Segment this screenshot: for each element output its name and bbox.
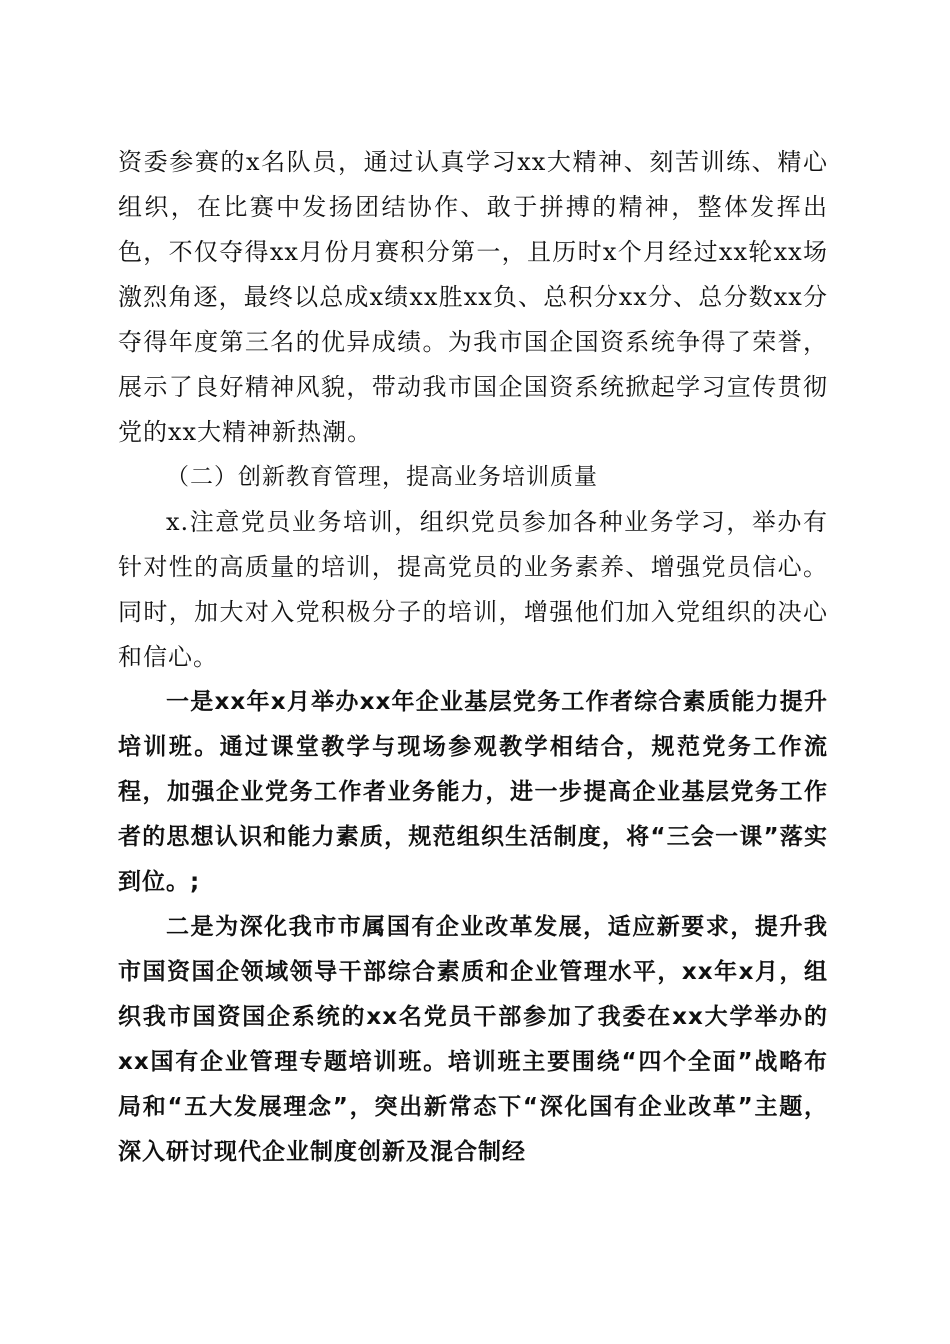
section-heading: （二）创新教育管理，提高业务培训质量 — [166, 464, 598, 490]
paragraph-item-one: 一是xx年x月举办xx年企业基层党务工作者综合素质能力提升培训班。通过课堂教学与现场参观教学相结合，规范党务工作流程，加强企业党务工作者业务能力，进一步提高企业基层党务工作者的思想认识和能力素质，规范组织生活制度，将“三会一课”落实到位。; — [118, 689, 828, 895]
document-body — [118, 140, 828, 1175]
paragraph-training: x.注意党员业务培训，组织党员参加各种业务学习，举办有针对性的高质量的培训，提高党员的业务素养、增强党员信心。同时，加大对入党积极分子的培训，增强他们加入党组织的决心和信心。 — [118, 508, 828, 671]
paragraph-continuation: 资委参赛的x名队员，通过认真学习xx大精神、刻苦训练、精心组织，在比赛中发扬团结协作、敢于拼搏的精神，整体发挥出色，不仅夺得xx月份月赛积分第一，且历时x个月经过xx轮xx场激烈角逐，最终以总成x绩xx胜xx负、总积分xx分、总分数xx分夺得年度第三名的优异成绩。为我市国企国资系统争得了荣誉，展示了良好精神风貌，带动我市国企国资系统掀起学习宣传贯彻党的xx大精神新热潮。 — [118, 148, 828, 446]
paragraph-item-two: 二是为深化我市市属国有企业改革发展，适应新要求，提升我市国资国企领域领导干部综合素质和企业管理水平，xx年x月，组织我市国资国企系统的xx名党员干部参加了我委在xx大学举办的xx国有企业管理专题培训班。培训班主要围绕“四个全面”战略布局和“五大发展理念”，突出新常态下“深化国有企业改革”主题，深入研讨现代企业制度创新及混合制经 — [118, 914, 828, 1165]
